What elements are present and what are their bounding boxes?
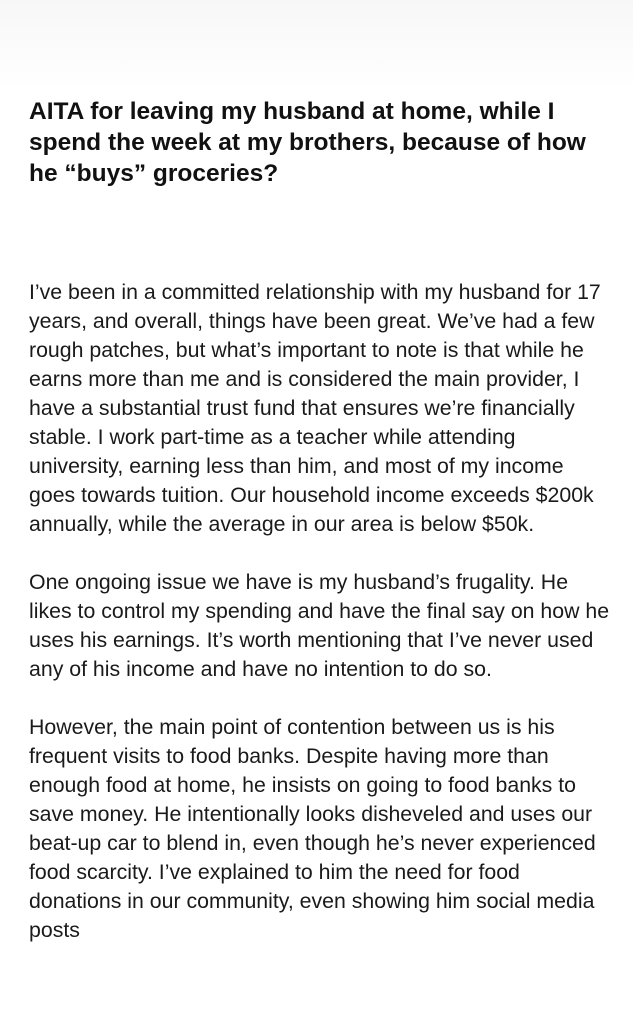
post-body (29, 278, 614, 974)
post-paragraph-3: However, the main point of contention between us is his frequent visits to food banks. Despite having more than enough food at home, he insists on going to food banks to save money. He intentionally looks disheveled and uses our beat-up car to blend in, even though he’s never experienced food scarcity. I’ve explained to him the need for food donations in our community, even showing him social media posts (29, 715, 596, 942)
post-title: AITA for leaving my husband at home, while I spend the week at my brothers, because of how he “buys” groceries? (29, 98, 586, 187)
top-faded-area (0, 0, 633, 90)
post-paragraph-1: I’ve been in a committed relationship with my husband for 17 years, and overall, things have been great. We’ve had a few rough patches, but what’s important to note is that while he earns more than me and is considered the main provider, I have a substantial trust fund that ensures we’re financially stable. I work part-time as a teacher while attending university, earning less than him, and most of my income goes towards tuition. Our household income exceeds $200k annually, while the average in our area is below $50k. (29, 280, 601, 536)
post-paragraph-2: One ongoing issue we have is my husband’s frugality. He likes to control my spending and have the final say on how he uses his earnings. It’s worth mentioning that I’ve never used any of his income and have no intention to do so. (29, 570, 610, 681)
